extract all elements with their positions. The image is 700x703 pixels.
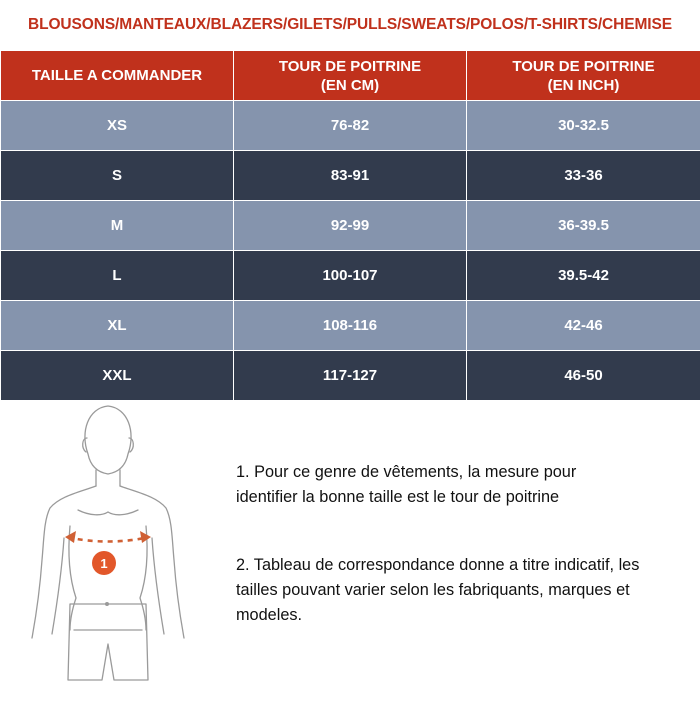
chest-measure-line [68, 537, 148, 542]
header-inch-line1: TOUR DE POITRINE [512, 58, 654, 75]
right-arrow-icon [140, 531, 151, 543]
note-2 [236, 553, 696, 628]
size-cell: M [1, 201, 234, 251]
size-cell: XS [1, 101, 234, 151]
header-size [1, 51, 234, 101]
note-2-line-3: modeles. [236, 603, 696, 628]
header-cm [234, 51, 467, 101]
table-row [1, 251, 700, 301]
table-row [1, 151, 700, 201]
page-title: BLOUSONS/MANTEAUX/BLAZERS/GILETS/PULLS/SWEATS/POLOS/T-SHIRTS/CHEMISE [0, 0, 700, 50]
inch-cell: 46-50 [467, 351, 700, 401]
left-arrow-icon [65, 531, 76, 543]
marker-label: 1 [100, 556, 107, 571]
table-row [1, 101, 700, 151]
header-inch-line2: (EN INCH) [548, 77, 620, 94]
cm-cell: 83-91 [234, 151, 467, 201]
inch-cell: 30-32.5 [467, 101, 700, 151]
cm-cell: 100-107 [234, 251, 467, 301]
size-cell: XL [1, 301, 234, 351]
cm-cell: 117-127 [234, 351, 467, 401]
cm-cell: 108-116 [234, 301, 467, 351]
size-table [0, 50, 700, 401]
size-cell: S [1, 151, 234, 201]
inch-cell: 42-46 [467, 301, 700, 351]
inch-cell: 36-39.5 [467, 201, 700, 251]
note-2-line-1: 2. Tableau de correspondance donne a titre indicatif, les [236, 553, 696, 578]
size-cell: XXL [1, 351, 234, 401]
header-cm-line1: TOUR DE POITRINE [279, 58, 421, 75]
note-2-line-2: tailles pouvant varier selon les fabriquants, marques et [236, 578, 696, 603]
table-header-row [1, 51, 700, 101]
note-1 [236, 460, 696, 510]
header-cm-line2: (EN CM) [321, 77, 379, 94]
note-1-line-1: 1. Pour ce genre de vêtements, la mesure pour [236, 460, 696, 485]
table-row [1, 301, 700, 351]
body-outline-illustration [10, 398, 210, 698]
inch-cell: 33-36 [467, 151, 700, 201]
cm-cell: 76-82 [234, 101, 467, 151]
table-row [1, 351, 700, 401]
note-1-line-2: identifier la bonne taille est le tour de poitrine [236, 485, 696, 510]
inch-cell: 39.5-42 [467, 251, 700, 301]
navel-dot [105, 602, 109, 606]
cm-cell: 92-99 [234, 201, 467, 251]
size-cell: L [1, 251, 234, 301]
table-row [1, 201, 700, 251]
body-figure [10, 398, 210, 698]
header-size-line1: TAILLE A COMMANDER [32, 67, 202, 84]
header-inch [467, 51, 700, 101]
